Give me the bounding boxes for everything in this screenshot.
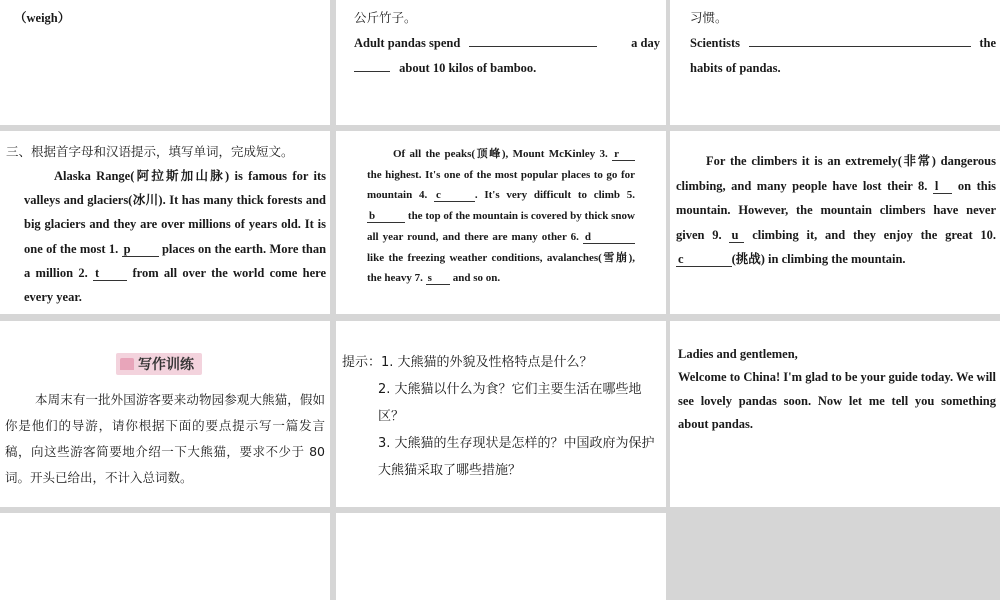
right-text-4: (挑战) in climbing the mountain. <box>731 252 906 267</box>
panel-bottom-mid <box>336 513 666 600</box>
answer-blank-3[interactable]: r <box>612 148 635 161</box>
mid-line2-text: about 10 kilos of bamboo. <box>399 61 537 75</box>
mid-text-6: and so on. <box>452 272 501 285</box>
left-text-1: Alaska Range(阿拉斯加山脉) is famous for its valleys and glaciers(冰川). It has many thick forests and big glaciers and they are over millions of years old. It is one of the most 1. <box>24 169 326 256</box>
panel-writing-left <box>0 321 330 507</box>
fragment-weigh: （weigh） <box>14 11 71 25</box>
answer-blank-4[interactable]: c <box>434 189 475 202</box>
mid-sentence-line2 <box>354 56 536 80</box>
book-icon <box>120 358 134 370</box>
panel-top-right <box>670 0 1000 125</box>
panel-section3-mid <box>336 131 666 314</box>
left-text-2: places on the earth. More than a million 2. <box>24 241 327 280</box>
left-text-3: from all over the world come here every year. <box>24 265 326 305</box>
panel-section3-left <box>0 131 330 314</box>
answer-blank-6[interactable]: d <box>583 231 635 244</box>
opening-greeting: Ladies and gentlemen, <box>678 347 798 361</box>
panel-bottom-left <box>0 513 330 600</box>
mid-text-2: the highest. It's one of the most popular places to go for mountain 4. <box>367 168 635 202</box>
writing-badge-label: 写作训练 <box>138 357 194 373</box>
mid-sentence-line1 <box>354 31 660 55</box>
right-text-1: For the climbers it is an extremely(非常) dangerous climbing, and many people have lost their 8. <box>676 154 996 193</box>
mid-blank-1[interactable] <box>469 32 597 47</box>
hint-2: 2. 大熊猫以什么为食？它们主要生活在哪些地区？ <box>378 382 642 424</box>
right-line1-end: the <box>979 36 996 50</box>
writing-prompt: 本周末有一批外国游客要来动物园参观大熊猫，假如你是他们的导游，请你根据下面的要点提示写一篇发言稿，向这些游客简要地介绍一下大熊猫，要求不少于 80 词。开头已给出，不计入总词数。 <box>5 392 325 485</box>
mid-text-4: the top of the mountain is covered by thick snow all year round, and there are many other 6. <box>367 210 635 243</box>
mid-text-1: Of all the peaks(顶峰), Mount McKinley 3. <box>393 148 608 160</box>
answer-blank-7[interactable]: s <box>426 272 450 285</box>
right-cn-fragment: 习惯。 <box>690 10 728 25</box>
hint-row-1 <box>342 349 664 376</box>
answer-blank-2[interactable]: t <box>93 266 127 281</box>
section3-instruction: 三、根据首字母和汉语提示，填写单词，完成短文。 <box>6 144 294 159</box>
hint-3: 3. 大熊猫的生存现状是怎样的？中国政府为保护大熊猫采取了哪些措施？ <box>378 436 655 478</box>
mid-text-5: like the freezing weather conditions, avalanches(雪崩), the heavy 7. <box>367 251 635 285</box>
right-blank-1[interactable] <box>749 32 971 47</box>
answer-blank-10[interactable]: c <box>676 252 732 267</box>
right-text-3: climbing it, and they enjoy the great 10. <box>752 227 997 242</box>
section3-left-text <box>24 164 326 309</box>
mid-line1-start: Adult pandas spend <box>354 36 461 50</box>
opening-paragraph: Welcome to China! I'm glad to be your guide today. We will see lovely pandas soon. Now let me tell you something about pandas. <box>678 370 996 431</box>
hint-1: 1. 大熊猫的外貌及性格特点是什么？ <box>381 355 593 370</box>
right-text-2: on this mountain. However, the mountain climbers have never given 9. <box>676 178 997 242</box>
section3-mid-text <box>367 144 635 289</box>
mid-line1-end: a day <box>631 36 660 50</box>
answer-blank-9[interactable]: u <box>729 228 744 243</box>
panel-top-left <box>0 0 330 125</box>
panel-writing-opening <box>670 321 1000 507</box>
mid-text-3: . It's very difficult to climb 5. <box>474 189 635 202</box>
hint-label: 提示： <box>342 355 382 370</box>
answer-blank-8[interactable]: l <box>933 179 952 194</box>
hints-block <box>342 349 664 484</box>
writing-badge <box>116 353 202 375</box>
panel-section3-right <box>670 131 1000 314</box>
answer-blank-5[interactable]: b <box>367 210 405 223</box>
right-line2: habits of pandas. <box>690 61 781 75</box>
mid-blank-2[interactable] <box>354 57 390 72</box>
writing-badge-wrap <box>116 353 202 375</box>
section3-right-text <box>676 149 996 272</box>
mid-cn-fragment: 公斤竹子。 <box>354 10 417 25</box>
panel-writing-hints <box>336 321 666 507</box>
right-sentence-line1 <box>690 31 996 55</box>
right-line1-start: Scientists <box>690 36 740 50</box>
answer-blank-1[interactable]: p <box>122 242 159 257</box>
panel-top-mid <box>336 0 666 125</box>
